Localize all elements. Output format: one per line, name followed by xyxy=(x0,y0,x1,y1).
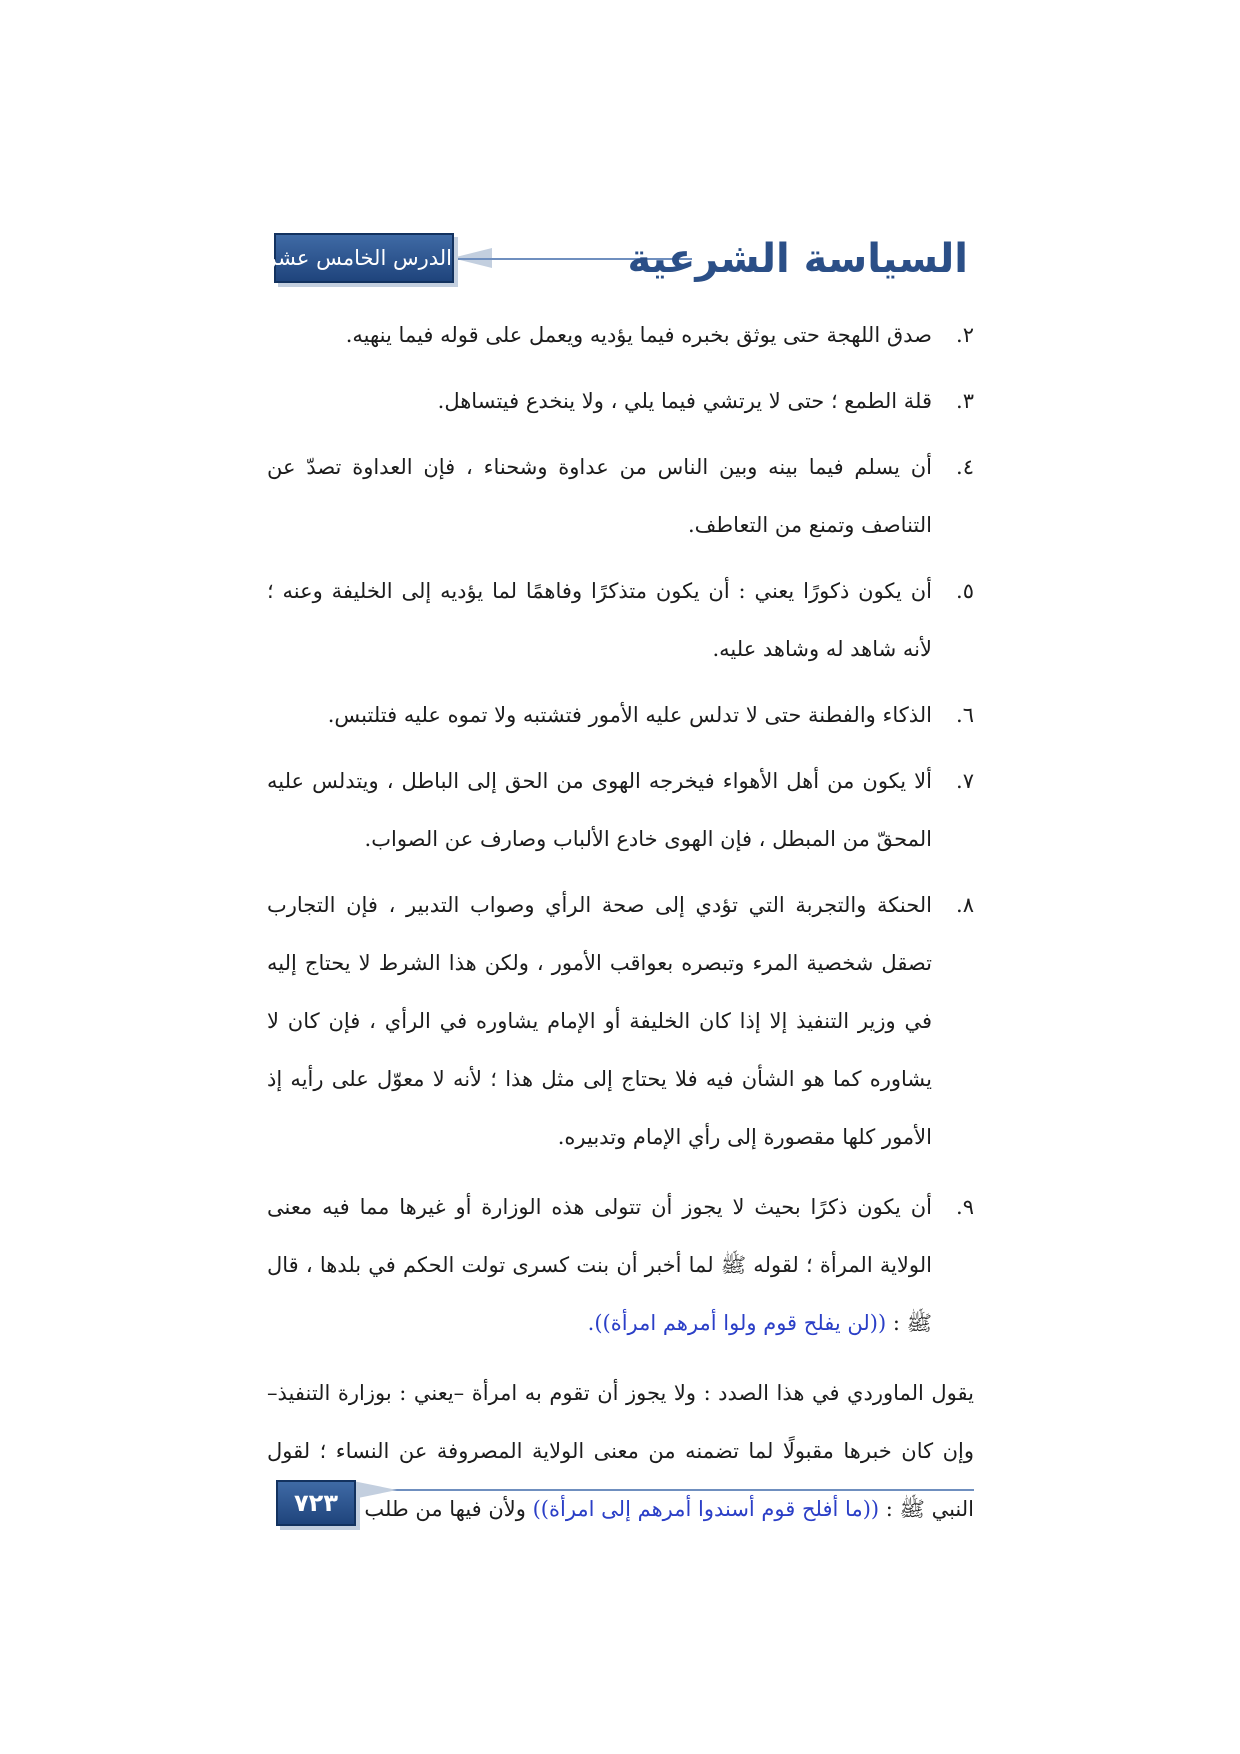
item-text: أن يكون ذكرًا بحيث لا يجوز أن تتولى هذه الوزارة أو غيرها مما فيه معنى الولاية المرأة ؛ لقوله ﷺ لما أخبر أن بنت كسرى تولت الحكم في بلدها ، قال ﷺ : xyxy=(267,1195,932,1335)
list-item xyxy=(267,876,974,1166)
item-text: ألا يكون من أهل الأهواء فيخرجه الهوى من الحق إلى الباطل ، ويتدلس عليه المحقّ من المبطل ، فإن الهوى خادع الألباب وصارف عن الصواب. xyxy=(267,769,932,851)
list-item xyxy=(267,752,974,868)
item-number: ٥. xyxy=(956,579,974,603)
list-item xyxy=(267,1178,974,1352)
item-number: ٣. xyxy=(956,389,974,413)
item-number: ٧. xyxy=(956,769,974,793)
page-header xyxy=(266,226,974,292)
page-number: ٧٢٣ xyxy=(276,1480,356,1526)
item-text: الحنكة والتجربة التي تؤدي إلى صحة الرأي وصواب التدبير ، فإن التجارب تصقل شخصية المرء وتبصره بعواقب الأمور ، ولكن هذا الشرط لا يحتاج إليه في وزير التنفيذ إلا إذا كان الخليفة أو الإمام يشاوره في الرأي ، فإن كان لا يشاوره كما هو الشأن فيه فلا يحتاج إلى مثل هذا ؛ لأنه لا معوّل على رأيه إذ الأمور كلها مقصورة إلى رأي الإمام وتدبيره. xyxy=(267,893,932,1149)
list-item xyxy=(267,686,974,744)
paragraph-text-end: ولأن فيها من طلب xyxy=(364,1497,526,1521)
item-text: الذكاء والفطنة حتى لا تدلس عليه الأمور فتشتبه ولا تموه عليه فتلتبس. xyxy=(327,703,932,727)
book-title: السياسة الشرعية xyxy=(627,236,968,282)
footer-rule xyxy=(354,1489,974,1491)
paragraph-text-start: يقول الماوردي في هذا الصدد : ولا يجوز أن تقوم به امرأة –يعني : بوزارة التنفيذ– وإن كان خبرها مقبولًا لما تضمنه من معنى الولاية المصروفة عن النساء ؛ لقول النبي ﷺ : xyxy=(267,1381,974,1521)
item-number: ٤. xyxy=(956,455,974,479)
page-footer xyxy=(276,1480,974,1526)
item-text: أن يسلم فيما بينه وبين الناس من عداوة وشحناء ، فإن العداوة تصدّ عن التناصف وتمنع من التعاطف. xyxy=(267,455,932,537)
list-item xyxy=(267,372,974,430)
item-text: أن يكون ذكورًا يعني : أن يكون متذكرًا وفاهمًا لما يؤديه إلى الخليفة وعنه ؛ لأنه شاهد له وشاهد عليه. xyxy=(267,579,932,661)
item-number: ٨. xyxy=(956,893,974,917)
hadith-quote: ((ما أفلح قوم أسندوا أمرهم إلى امرأة)) xyxy=(532,1497,880,1521)
list-item xyxy=(267,562,974,678)
list-item xyxy=(267,306,974,364)
lesson-label: الدرس الخامس عشر xyxy=(274,233,454,283)
item-number: ٦. xyxy=(956,703,974,727)
item-number: ٢. xyxy=(956,323,974,347)
hadith-quote: ((لن يفلح قوم ولوا أمرهم امرأة)). xyxy=(587,1311,887,1335)
footer-decoration xyxy=(353,1481,397,1499)
item-number: ٩. xyxy=(956,1195,974,1219)
item-text: صدق اللهجة حتى يوثق بخبره فيما يؤديه ويعمل على قوله فيما ينهيه. xyxy=(345,323,932,347)
page-body xyxy=(267,306,974,1559)
list-item xyxy=(267,438,974,554)
item-text: قلة الطمع ؛ حتى لا يرتشي فيما يلي ، ولا ينخدع فيتساهل. xyxy=(437,389,932,413)
